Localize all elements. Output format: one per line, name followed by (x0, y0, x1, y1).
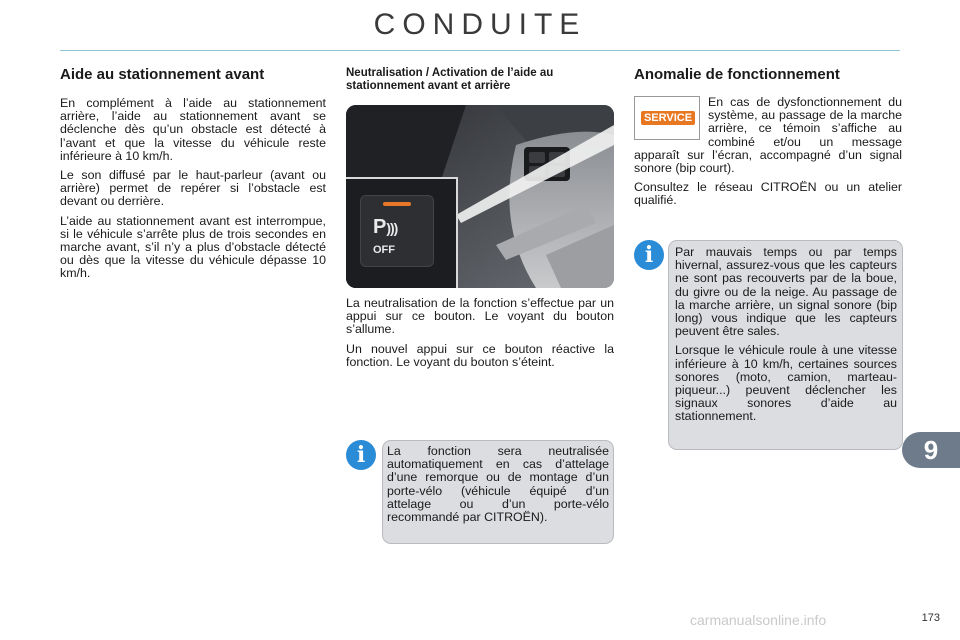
header-divider (60, 50, 900, 51)
info-box-weather (668, 240, 903, 450)
paragraph: Consultez le réseau CITROËN ou un atelier qualifié. (634, 180, 902, 208)
paragraph: En cas de dysfonctionnement du système, au passage de la marche arrière, ce témoin s’affiche au combiné et/ou un message apparaît sur l’écran, accompagné d’un signal sonore (bip court). (634, 95, 902, 176)
parking-button-closeup (346, 177, 458, 288)
dashboard-photo (346, 105, 614, 288)
section-title-front-parking: Aide au stationnement avant (60, 66, 265, 83)
page-number: 173 (921, 612, 940, 624)
chapter-tab (902, 432, 960, 468)
paragraph: L’aide au stationnement avant est interrompue, si le véhicule s’arrête plus de trois secondes en marche avant, s’il n’y a plus d’obstacle détecté ou dès que la vitesse du véhicule dépasse 10 km/h. (60, 213, 326, 281)
parking-sensor-icon: P))) (373, 216, 398, 238)
button-led-indicator (383, 202, 411, 206)
paragraph: En complément à l’aide au stationnement arrière, l’aide au stationnement avant se déclenche dès qu’un obstacle est détecté à l’avant et que la vitesse du véhicule reste inférieure à 10 km/h. (60, 96, 326, 163)
service-label: SERVICE (641, 111, 695, 125)
info-text: La fonction sera neutralisée automatiquement en cas d’attelage d’une remorque ou de montage d’un porte-vélo (véhicule équipé d’un attelage ou d’un porte-vélo recommandé par CITROËN). (387, 444, 609, 525)
info-text: Lorsque le véhicule roule à une vitesse inférieure à 10 km/h, certaines sources sonores (moto, camion, marteau-piqueur...) peuvent déclencher les signaux sonores d’aide au stationnement. (675, 343, 897, 424)
paragraph: La neutralisation de la fonction s’effectue par un appui sur ce bouton. Le voyant du bouton s’allume. (346, 296, 614, 337)
column-front-parking (60, 66, 326, 287)
chapter-number: 9 (923, 435, 939, 465)
info-icon: i (346, 440, 376, 470)
info-text: Par mauvais temps ou par temps hivernal, assurez-vous que les capteurs ne sont pas recouverts par de la boue, du givre ou de la neige. Au passage de la marche arrière, un signal sonore (bip long) vous indique que les capteurs peuvent être sales. (675, 245, 897, 339)
section-title-deactivation: Neutralisation / Activation de l’aide au stationnement avant et arrière (346, 67, 554, 92)
button-label-p: P (373, 216, 387, 238)
watermark: carmanualsonline.info (690, 612, 827, 628)
button-label-off: OFF (373, 244, 395, 256)
paragraph: Le son diffusé par le haut-parleur (avant ou arrière) permet de repérer si l’obstacle est devant ou derrière. (60, 168, 326, 209)
column-malfunction (634, 66, 902, 83)
malfunction-text (634, 96, 902, 216)
section-title-malfunction: Anomalie de fonctionnement (634, 66, 840, 83)
page-title: CONDUITE (373, 8, 587, 41)
parking-off-button (360, 195, 434, 267)
paragraph: Un nouvel appui sur ce bouton réactive la fonction. Le voyant du bouton s’éteint. (346, 341, 614, 369)
column-deactivation (346, 67, 616, 93)
deactivation-text (346, 297, 614, 375)
info-box-towing (382, 440, 614, 544)
info-icon: i (634, 240, 664, 270)
